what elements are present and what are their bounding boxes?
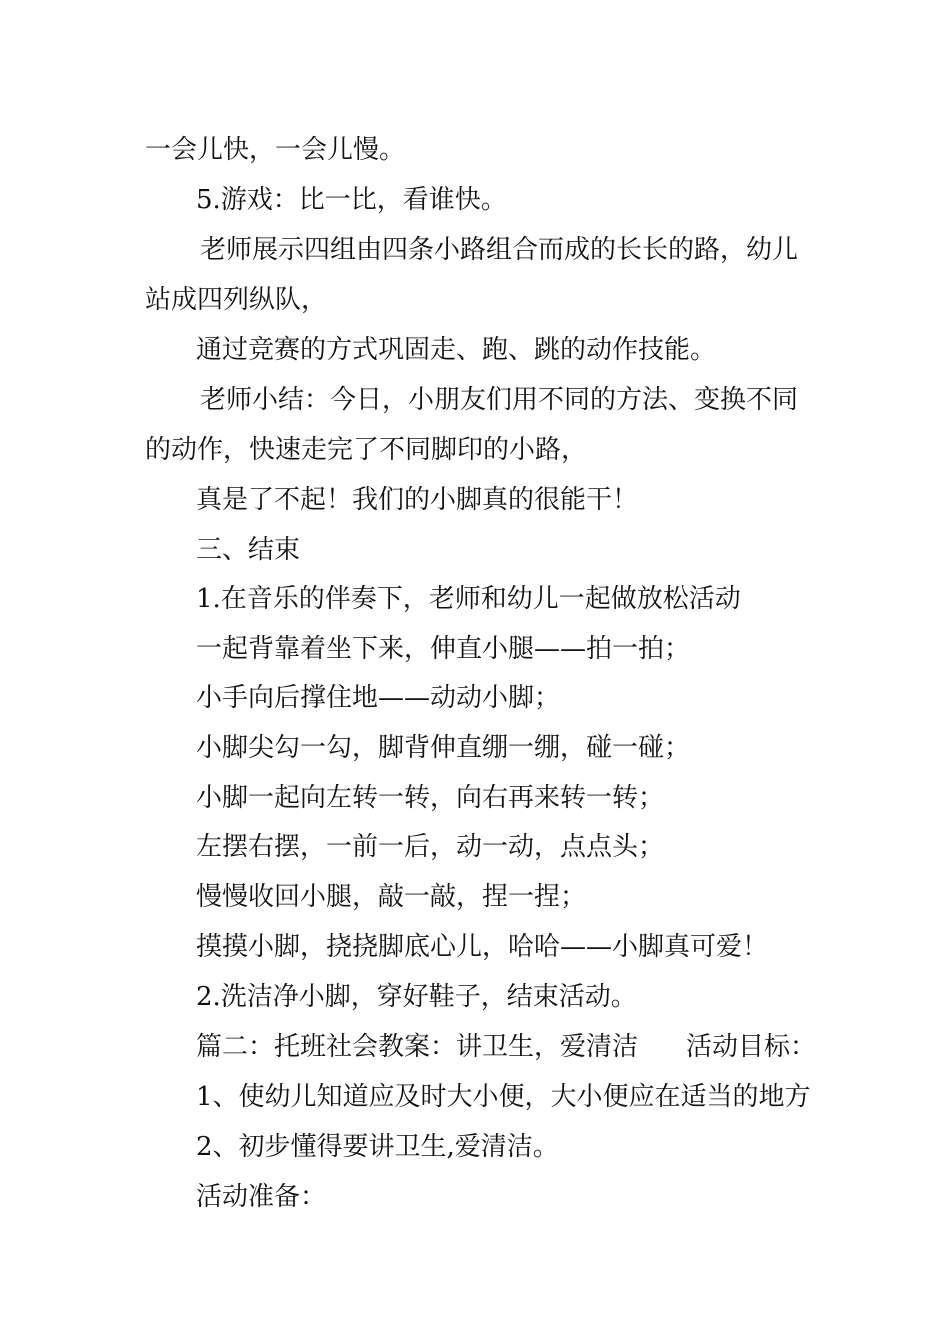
text-line: 2.洗洁净小脚，穿好鞋子，结束活动。: [196, 982, 637, 1012]
text-line: 1.在音乐的伴奏下，老师和幼儿一起做放松活动: [196, 584, 741, 614]
text-line: 真是了不起！我们的小脚真的很能干！: [196, 485, 639, 515]
text-line: 1、使幼儿知道应及时大小便，大小便应在适当的地方: [196, 1082, 811, 1112]
subsection-label: 活动目标：: [686, 1032, 817, 1062]
text-line: 一起背靠着坐下来，伸直小腿——拍一拍；: [196, 634, 691, 664]
text-line: 老师小结：今日，小朋友们用不同的方法、变换不同: [200, 385, 799, 415]
text-line: 一会儿快，一会儿慢。: [145, 135, 406, 165]
text-line: 小脚一起向左转一转，向右再来转一转；: [196, 783, 665, 813]
text-line: [196, 1030, 816, 1064]
text-line: 摸摸小脚，挠挠脚底心儿，哈哈——小脚真可爱！: [196, 932, 769, 962]
text-line: 通过竞赛的方式巩固走、跑、跳的动作技能。: [196, 335, 717, 365]
text-line: 小手向后撑住地——动动小脚；: [196, 683, 561, 713]
text-line: 5.游戏：比一比，看谁快。: [196, 185, 507, 215]
text-line: 左摆右摆，一前一后，动一动，点点头；: [196, 832, 665, 862]
text-line: 小脚尖勾一勾，脚背伸直绷一绷，碰一碰；: [196, 733, 691, 763]
text-line: 老师展示四组由四条小路组合而成的长长的路，幼儿: [200, 235, 799, 265]
section-heading: 三、结束: [196, 535, 301, 565]
subsection-label: 活动准备：: [196, 1182, 327, 1212]
text-line: 的动作，快速走完了不同脚印的小路，: [145, 435, 588, 465]
text-line: 2、初步懂得要讲卫生,爱清洁。: [196, 1132, 559, 1162]
article-title: 篇二：托班社会教案：讲卫生，爱清洁: [196, 1032, 639, 1062]
text-line: 站成四列纵队，: [145, 285, 328, 315]
text-line: 慢慢收回小腿，敲一敲，捏一捏；: [196, 882, 587, 912]
